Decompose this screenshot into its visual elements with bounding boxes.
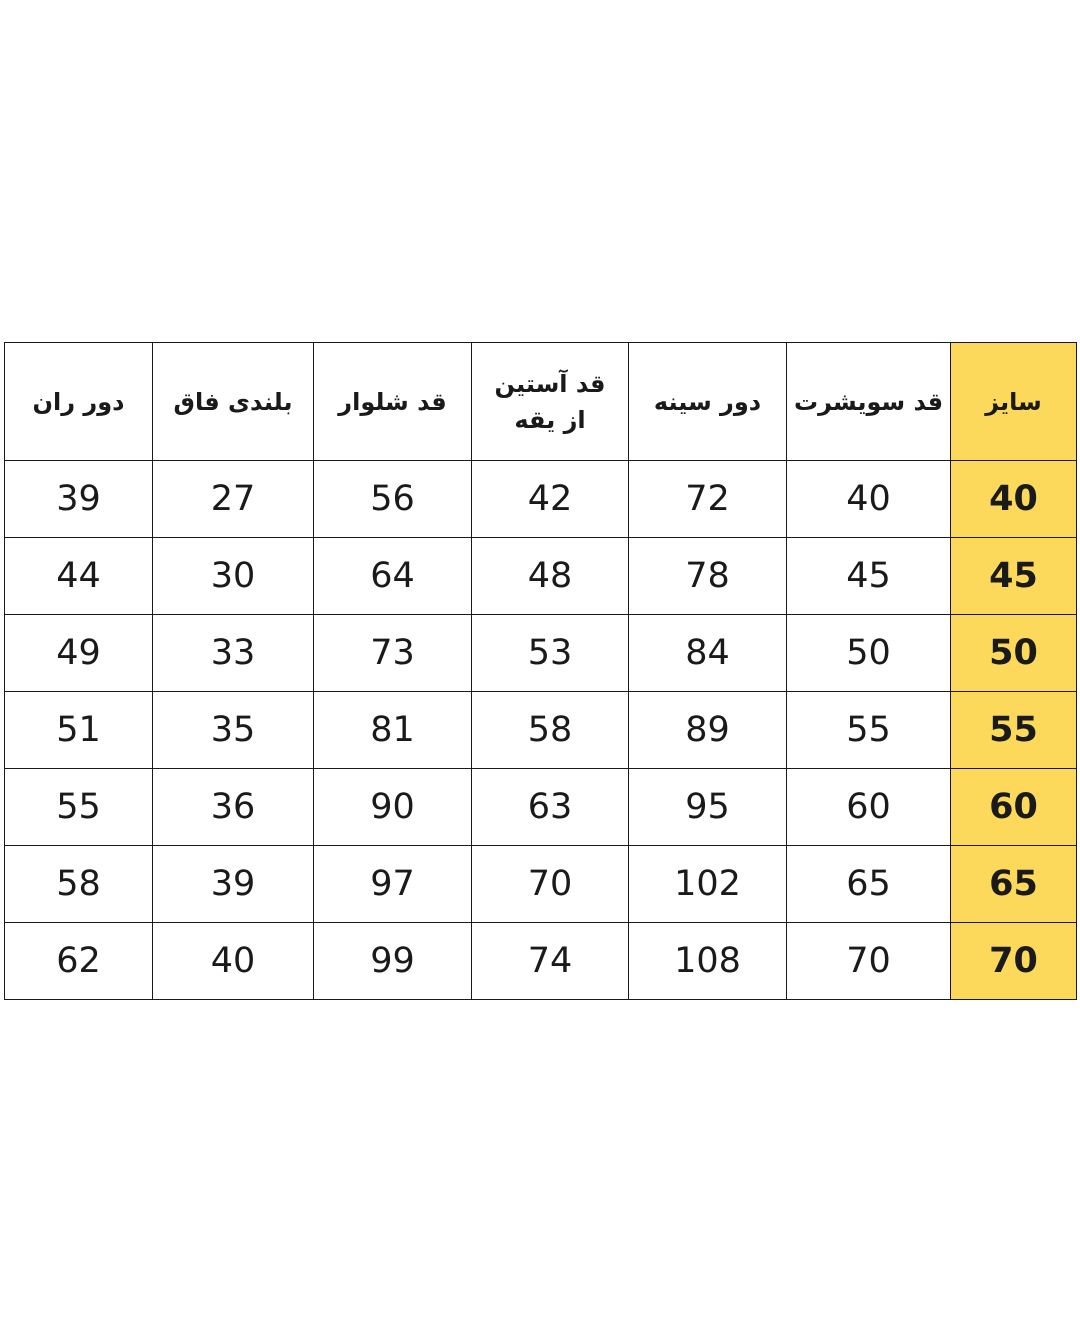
cell-rise: 40 (153, 923, 314, 1000)
table-row (5, 461, 1077, 538)
cell-chest: 72 (629, 461, 787, 538)
cell-sleeve: 70 (472, 846, 629, 923)
table-row (5, 769, 1077, 846)
cell-size: 60 (951, 769, 1077, 846)
table-row (5, 692, 1077, 769)
cell-size: 45 (951, 538, 1077, 615)
cell-size: 55 (951, 692, 1077, 769)
cell-sweatshirt-length: 40 (787, 461, 951, 538)
header-sleeve-line2: از یقه (514, 405, 586, 434)
cell-thigh: 49 (5, 615, 153, 692)
cell-sleeve: 42 (472, 461, 629, 538)
cell-thigh: 44 (5, 538, 153, 615)
cell-chest: 84 (629, 615, 787, 692)
header-sweatshirt-length: قد سویشرت (787, 343, 951, 461)
cell-pants-length: 97 (314, 846, 472, 923)
cell-size: 65 (951, 846, 1077, 923)
cell-sweatshirt-length: 50 (787, 615, 951, 692)
cell-size: 70 (951, 923, 1077, 1000)
cell-chest: 78 (629, 538, 787, 615)
cell-rise: 30 (153, 538, 314, 615)
cell-thigh: 39 (5, 461, 153, 538)
header-sleeve-line1: قد آستین (494, 369, 606, 398)
cell-sweatshirt-length: 70 (787, 923, 951, 1000)
header-rise: بلندی فاق (153, 343, 314, 461)
header-row (5, 343, 1077, 461)
cell-sleeve: 74 (472, 923, 629, 1000)
header-pants-length: قد شلوار (314, 343, 472, 461)
size-chart-table (4, 342, 1077, 1000)
cell-sweatshirt-length: 65 (787, 846, 951, 923)
cell-sleeve: 53 (472, 615, 629, 692)
cell-chest: 89 (629, 692, 787, 769)
cell-size: 40 (951, 461, 1077, 538)
table-row (5, 923, 1077, 1000)
table-row (5, 615, 1077, 692)
header-size: سایز (951, 343, 1077, 461)
cell-chest: 95 (629, 769, 787, 846)
table-row (5, 538, 1077, 615)
cell-chest: 102 (629, 846, 787, 923)
cell-sleeve: 63 (472, 769, 629, 846)
cell-thigh: 51 (5, 692, 153, 769)
cell-pants-length: 81 (314, 692, 472, 769)
cell-sweatshirt-length: 55 (787, 692, 951, 769)
cell-pants-length: 64 (314, 538, 472, 615)
cell-sweatshirt-length: 60 (787, 769, 951, 846)
table-row (5, 846, 1077, 923)
cell-rise: 36 (153, 769, 314, 846)
cell-thigh: 62 (5, 923, 153, 1000)
cell-thigh: 55 (5, 769, 153, 846)
cell-sweatshirt-length: 45 (787, 538, 951, 615)
header-thigh: دور ران (5, 343, 153, 461)
cell-chest: 108 (629, 923, 787, 1000)
cell-rise: 27 (153, 461, 314, 538)
header-chest: دور سینه (629, 343, 787, 461)
cell-rise: 33 (153, 615, 314, 692)
cell-pants-length: 90 (314, 769, 472, 846)
cell-rise: 35 (153, 692, 314, 769)
cell-size: 50 (951, 615, 1077, 692)
cell-pants-length: 73 (314, 615, 472, 692)
cell-thigh: 58 (5, 846, 153, 923)
cell-pants-length: 56 (314, 461, 472, 538)
cell-rise: 39 (153, 846, 314, 923)
cell-sleeve: 48 (472, 538, 629, 615)
cell-pants-length: 99 (314, 923, 472, 1000)
cell-sleeve: 58 (472, 692, 629, 769)
header-sleeve-length (472, 343, 629, 461)
